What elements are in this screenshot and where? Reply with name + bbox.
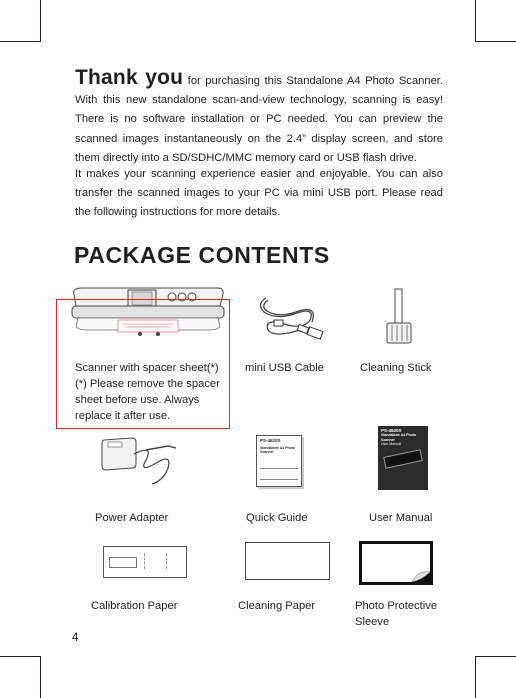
intro-paragraph-2: It makes your scanning experience easier and enjoyable. You can also transfer the scanned images to your PC via mini USB port. Please read the following instructions for more details. bbox=[75, 168, 443, 219]
page-number: 4 bbox=[72, 632, 79, 644]
thank-you-heading: Thank you bbox=[75, 66, 184, 89]
crop-mark bbox=[475, 41, 516, 42]
cleaning-stick-image bbox=[384, 287, 414, 347]
crop-mark bbox=[475, 0, 476, 42]
calibration-text-block bbox=[144, 553, 163, 569]
quick-guide-model: PS-4620S bbox=[260, 438, 281, 443]
quick-guide-title: Standalone A4 Photo Scanner bbox=[260, 446, 296, 454]
photo-sleeve-image bbox=[358, 540, 434, 586]
label-photo-sleeve: Photo Protective Sleeve bbox=[355, 600, 438, 628]
label-calibration-paper: Calibration Paper bbox=[91, 600, 178, 612]
user-manual-title: Standalone A4 Photo Scanner bbox=[381, 433, 417, 442]
intro-paragraph bbox=[75, 68, 443, 168]
highlight-box bbox=[56, 299, 230, 429]
calibration-paper-image bbox=[103, 546, 187, 578]
label-cleaning-paper: Cleaning Paper bbox=[238, 600, 316, 612]
label-user-manual: User Manual bbox=[369, 512, 433, 524]
calibration-block bbox=[109, 557, 137, 568]
section-title: PACKAGE CONTENTS bbox=[74, 242, 330, 268]
crop-mark bbox=[0, 656, 41, 657]
crop-mark bbox=[0, 41, 41, 42]
power-adapter-image bbox=[98, 432, 184, 492]
quick-guide-diagram bbox=[260, 468, 298, 480]
cleaning-paper-image bbox=[245, 542, 330, 580]
usb-cable-image bbox=[254, 290, 328, 346]
intro-text: for purchasing this Standalone A4 Photo Scanner. With this new standalone scan-and-view technology, scanning is easy! There is no software installation or PC needed. You can preview the scanned images instantaneously on the 2.4” display screen, and store them directly into a SD/SDHC/MMC memory card or USB flash drive. bbox=[75, 75, 444, 164]
user-manual-image bbox=[378, 426, 428, 490]
crop-mark bbox=[475, 656, 516, 657]
crop-mark bbox=[40, 656, 41, 698]
user-manual-model: PS-4620S bbox=[381, 428, 402, 433]
user-manual-subtitle: User Manual bbox=[381, 442, 401, 447]
crop-mark bbox=[40, 0, 41, 42]
scanner-note: (*) Please remove the spacer sheet before use. Always replace it after use. bbox=[75, 378, 220, 422]
label-scanner: Scanner with spacer sheet(*) bbox=[75, 362, 219, 374]
label-quick-guide: Quick Guide bbox=[246, 512, 308, 524]
calibration-text-block bbox=[166, 553, 183, 569]
label-power-adapter: Power Adapter bbox=[95, 512, 169, 524]
crop-mark bbox=[475, 656, 476, 698]
label-usb-cable: mini USB Cable bbox=[245, 362, 324, 374]
user-manual-scanner-photo bbox=[383, 449, 423, 469]
label-cleaning-stick: Cleaning Stick bbox=[360, 362, 432, 374]
quick-guide-image bbox=[256, 435, 302, 487]
